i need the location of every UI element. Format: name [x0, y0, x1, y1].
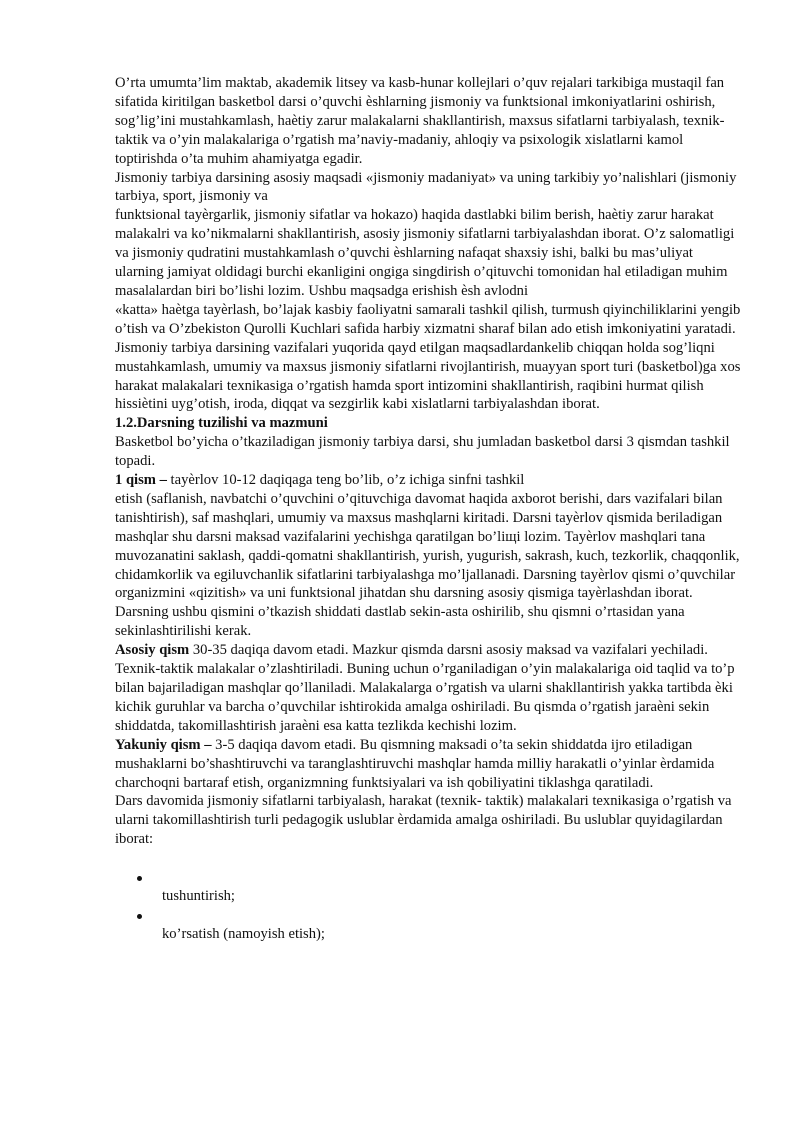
- list-item-text: ko’rsatish (namoyish etish);: [162, 926, 325, 943]
- list-item-text: tushuntirish;: [162, 888, 235, 905]
- part1-paragraph-start: [115, 471, 745, 490]
- goal-paragraph-start: Jismoniy tarbiya darsining asosiy maqsadi «jismoniy madaniyat» va uning tarkibiy yo’nalishlari (jismoniy tarbiya, sport, jismoniy va: [115, 169, 737, 205]
- final-part-text: 3-5 daqiqa davom etadi. Bu qismning maksadi o’ta sekin shiddatda ijro etiladigan mushaklarni bo’shashtiruvchi va taranglashtiruvchi mashqlar hamda milliy harakatli o’yinlar èrdamida charchoqni bartaraf etish, organizmning funktsiyalari va ish qobiliyatini tiklashga qaratiladi.: [115, 736, 715, 791]
- main-part-text: 30-35 daqiqa davom etadi. Mazkur qismda darsni asosiy maksad va vazifalari yechiladi. Texnik-taktik malakalar o’zlashtiriladi. Buning uchun o’rganiladigan o’yin malakalariga oid taqlid va to’p bilan bajariladigan mashqlar qo’llaniladi. Malakalarga o’rgatish va ularni shakllantirish yakka tartibda èki kichik guruhlar va barcha o’quvchilar ishtirokida amalga oshiriladi. Bu qismda o’rgatish jaraèni sekin shiddatda, takomillashtirish jaraèni esa katta tezlikda kechishi lozim.: [115, 642, 735, 734]
- final-part-label: Yakuniy qism –: [115, 736, 212, 753]
- main-part-paragraph: [115, 641, 745, 736]
- spacer: [115, 849, 745, 868]
- section-heading: [115, 414, 745, 433]
- document-page: [115, 74, 745, 944]
- structure-paragraph: Basketbol bo’yicha o’tkaziladigan jismoniy tarbiya darsi, shu jumladan basketbol darsi 3 qismdan tashkil topadi.: [115, 434, 730, 470]
- methods-list: [115, 868, 745, 944]
- main-part-label: Asosiy qism: [115, 642, 190, 659]
- part1-paragraph: etish (saflanish, navbatchi o’quvchini o’qituvchiga davomat haqida axborot berishi, dars vazifalari bilan tanishtirish), saf mashqlari, umumiy va maxsus mashqlarni kiritadi. Darsni tayèrlov qismida beriladigan mashqlar shu darsni maksad vazifalarini yechishga qaratilgan bo’liщi lozim. Tayèrlov mashqlari tana muvozanatini saklash, qaddi-qomatni shakllantirish, yurish, yugurish, sakrash, kuch, tezkorlik, chaqqonlik, chidamkorlik va egiluvchanlik sifatlarini tarbiyalashga mo’ljallanadi. Darsning tayèrlov qismi o’quvchilar organizmini «qizitish» va uni funktsional jihatdan shu darsning asosiy qismiga tayèrlashdan iborat. Darsning ushbu qismini o’tkazish shiddati dastlab sekin-asta oshirilib, shu qismni o’rtasidan yana sekinlashtirilishi kerak.: [115, 490, 740, 640]
- final-part-paragraph: [115, 736, 745, 793]
- section-heading-text: 1.2.Darsning tuzilishi va mazmuni: [115, 415, 328, 432]
- part1-label: 1 qism –: [115, 472, 167, 489]
- list-item: [115, 906, 745, 944]
- list-item: [115, 868, 745, 906]
- tasks-paragraph: Jismoniy tarbiya darsining vazifalari yuqorida qayd etilgan maqsadlardankelib chiqqan holda sog’liqni mustahkamlash, umumiy va maxsus jismoniy sifatlarni rivojlantirish, muayyan sport turi (basketbol)ga xos harakat malakalari texnikasiga o’rgatish hamda sport intizomini shakllantirish, raqibini hurmat qilish hissiètini uyg’otish, iroda, diqqat va sezgirlik kabi xislatlarni tarbiyalashdan iborat.: [115, 339, 741, 413]
- part1-text-start: tayèrlov 10-12 daqiqaga teng bo’lib, o’z ichiga sinfni tashkil: [166, 472, 525, 489]
- methods-paragraph: Dars davomida jismoniy sifatlarni tarbiyalash, harakat (texnik- taktik) malakalari texnikasiga o’rgatish va ularni takomillashtirish turli pedagogik uslublar èrdamida amalga oshiriladi. Bu uslublar quyidagilardan iborat:: [115, 793, 732, 848]
- goal-paragraph-end: «katta» haètga tayèrlash, bo’lajak kasbiy faoliyatni samarali tashkil qilish, turmush qiyinchiliklarini yengib o’tish va O’zbekiston Qurolli Kuchlari safida harbiy xizmatni sharaf bilan ado etish imkoniyatini yaratadi.: [115, 301, 741, 337]
- intro-paragraph: O’rta umumta’lim maktab, akademik litsey va kasb-hunar kollejlari o’quv rejalari tarkibiga mustaqil fan sifatida kiritilgan basketbol darsi o’quvchi èshlarning jismoniy va funktsional imkoniyatlarini oshirish, sog’lig’ini mustahkamlash, haètiy zarur malakalarni shakllantirish, maxsus sifatlarni tarbiyalash, texnik-taktik va o’yin malakalariga o’rgatish ma’naviy-madaniy, ahloqiy va psixologik xislatlarni kamol toptirishda o’ta muhim ahamiyatga egadir.: [115, 75, 725, 167]
- goal-paragraph-middle: funktsional tayèrgarlik, jismoniy sifatlar va hokazo) haqida dastlabki bilim berish, haètiy zarur harakat malakalri va ko’nikmalarni shakllantirish, asosiy jismoniy sifatlarni tarbiyalashdan iborat. O’z salomatligi va jismoniy qudratini mustahkamlash o’quvchi èshlarning nafaqat shaxsiy ishi, balki bu mas’uliyat ularning jamiyat oldidagi burchi ekanligini ongiga singdirish o’qituvchi tomonidan hal etiladigan muhim masalalardan biri bo’lishi lozim. Ushbu maqsadga erishish èsh avlodni: [115, 207, 735, 299]
